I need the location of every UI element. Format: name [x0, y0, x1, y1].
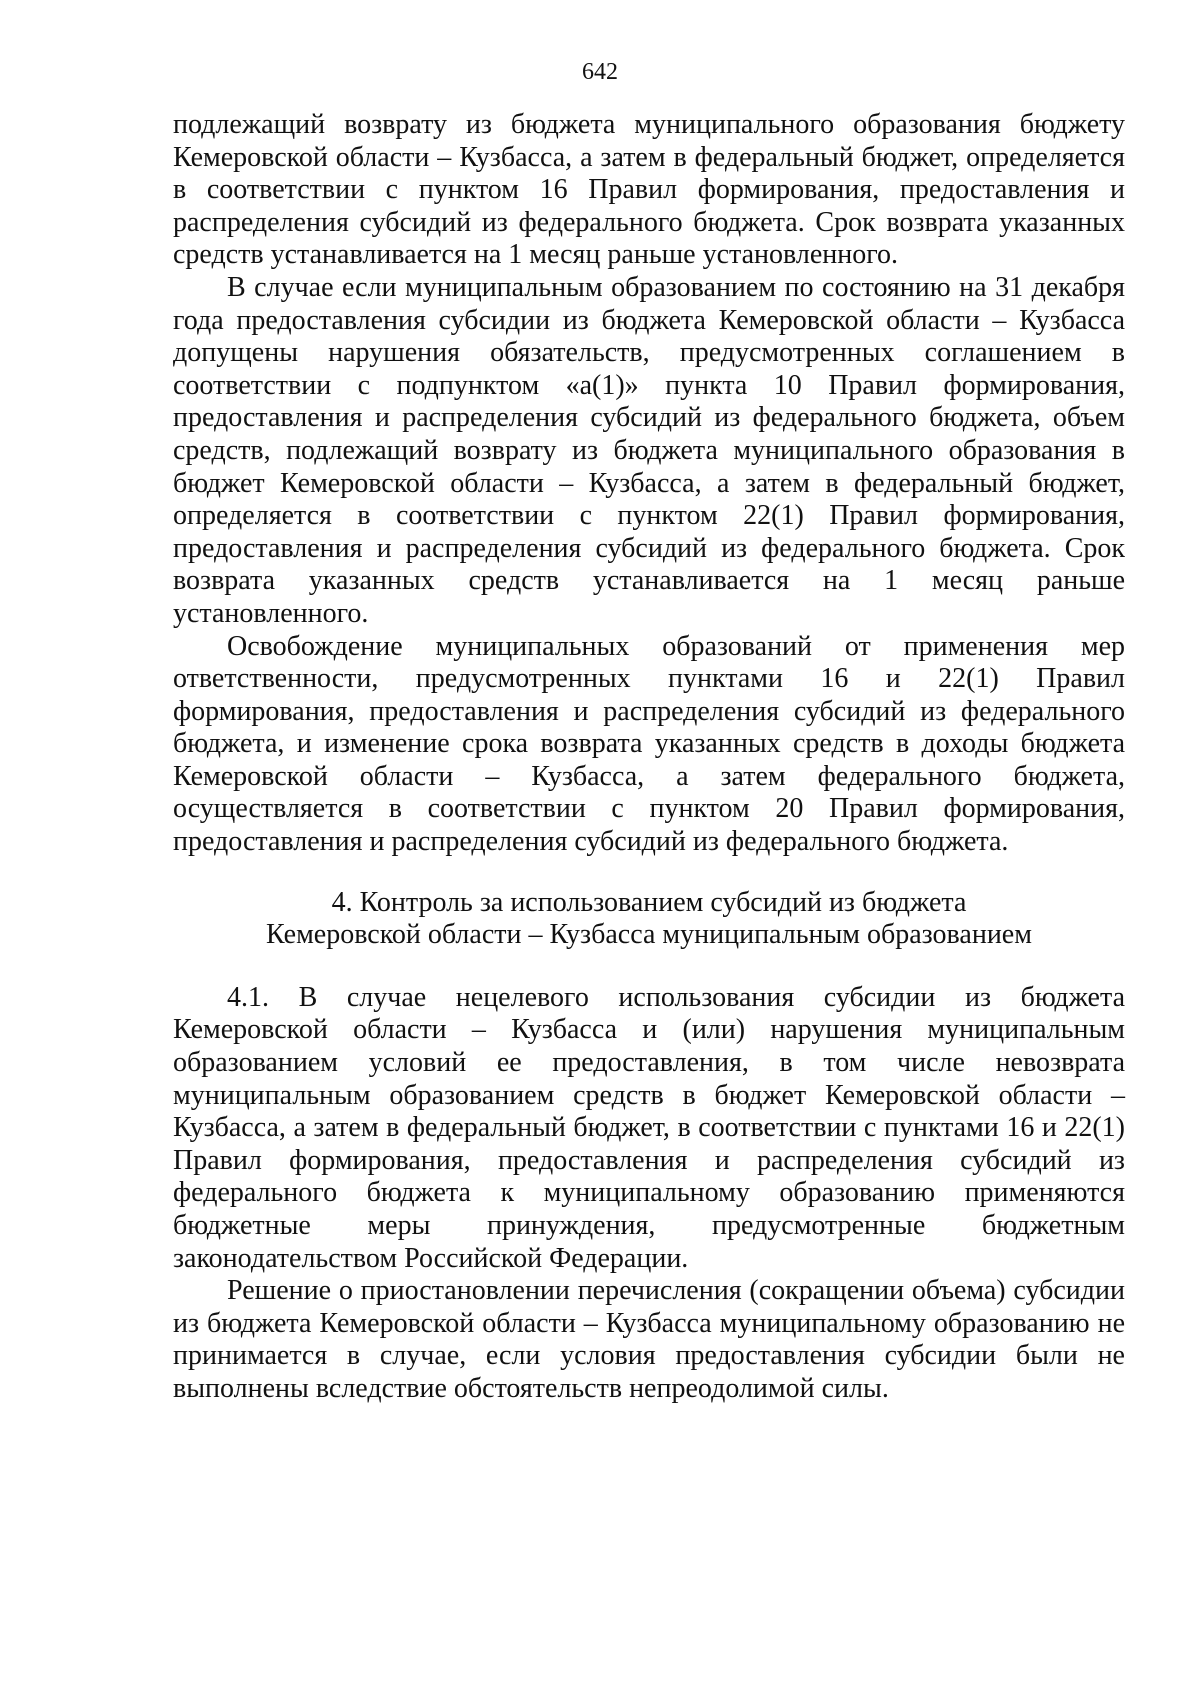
paragraph-4-1: 4.1. В случае нецелевого использования субсидии из бюджета Кемеровской области – Кузбасса и (или) нарушения муниципальным образованием условий ее предоставления, в том числе невозврата муниципальным образованием средств в бюджет Кемеровской области – Кузбасса, а затем в федеральный бюджет, в соответствии с пунктами 16 и 22(1) Правил формирования, предоставления и распределения субсидий из федерального бюджета к муниципальному образованию применяются бюджетные меры принуждения, предусмотренные бюджетным законодательством Российской Федерации. [173, 981, 1125, 1274]
paragraph-exemption: Освобождение муниципальных образований от применения мер ответственности, предусмотренных пунктами 16 и 22(1) Правил формирования, предоставления и распределения субсидий из федерального бюджета, и изменение срока возврата указанных средств в доходы бюджета Кемеровской области – Кузбасса, а затем федерального бюджета, осуществляется в соответствии с пунктом 20 Правил формирования, предоставления и распределения субсидий из федерального бюджета. [173, 630, 1125, 858]
page-number: 642 [582, 59, 618, 85]
section-heading-line-1: 4. Контроль за использованием субсидий из бюджета [331, 886, 967, 918]
section-heading-line-2: Кемеровской области – Кузбасса муниципальным образованием [266, 919, 1032, 951]
paragraph-suspension-decision: Решение о приостановлении перечисления (сокращении объема) субсидии из бюджета Кемеровской области – Кузбасса муниципальному образованию не принимается в случае, если условия предоставления субсидии были не выполнены вследствие обстоятельств непреодолимой силы. [173, 1275, 1125, 1404]
document-body [173, 109, 1125, 1406]
section-heading [173, 887, 1125, 952]
paragraph-violation-obligations: В случае если муниципальным образованием по состоянию на 31 декабря года предоставления субсидии из бюджета Кемеровской области – Кузбасса допущены нарушения обязательств, предусмотренных соглашением в соответствии с подпунктом «а(1)» пункта 10 Правил формирования, предоставления и распределения субсидий из федерального бюджета, объем средств, подлежащий возврату из бюджета муниципального образования в бюджет Кемеровской области – Кузбасса, а затем в федеральный бюджет, определяется в соответствии с пунктом 22(1) Правил формирования, предоставления и распределения субсидий из федерального бюджета. Срок возврата указанных средств устанавливается на 1 месяц раньше установленного. [173, 271, 1125, 629]
paragraph-continuation: подлежащий возврату из бюджета муниципального образования бюджету Кемеровской области – Кузбасса, а затем в федеральный бюджет, определяется в соответствии с пунктом 16 Правил формирования, предоставления и распределения субсидий из федерального бюджета. Срок возврата указанных средств устанавливается на 1 месяц раньше установленного. [173, 109, 1125, 271]
